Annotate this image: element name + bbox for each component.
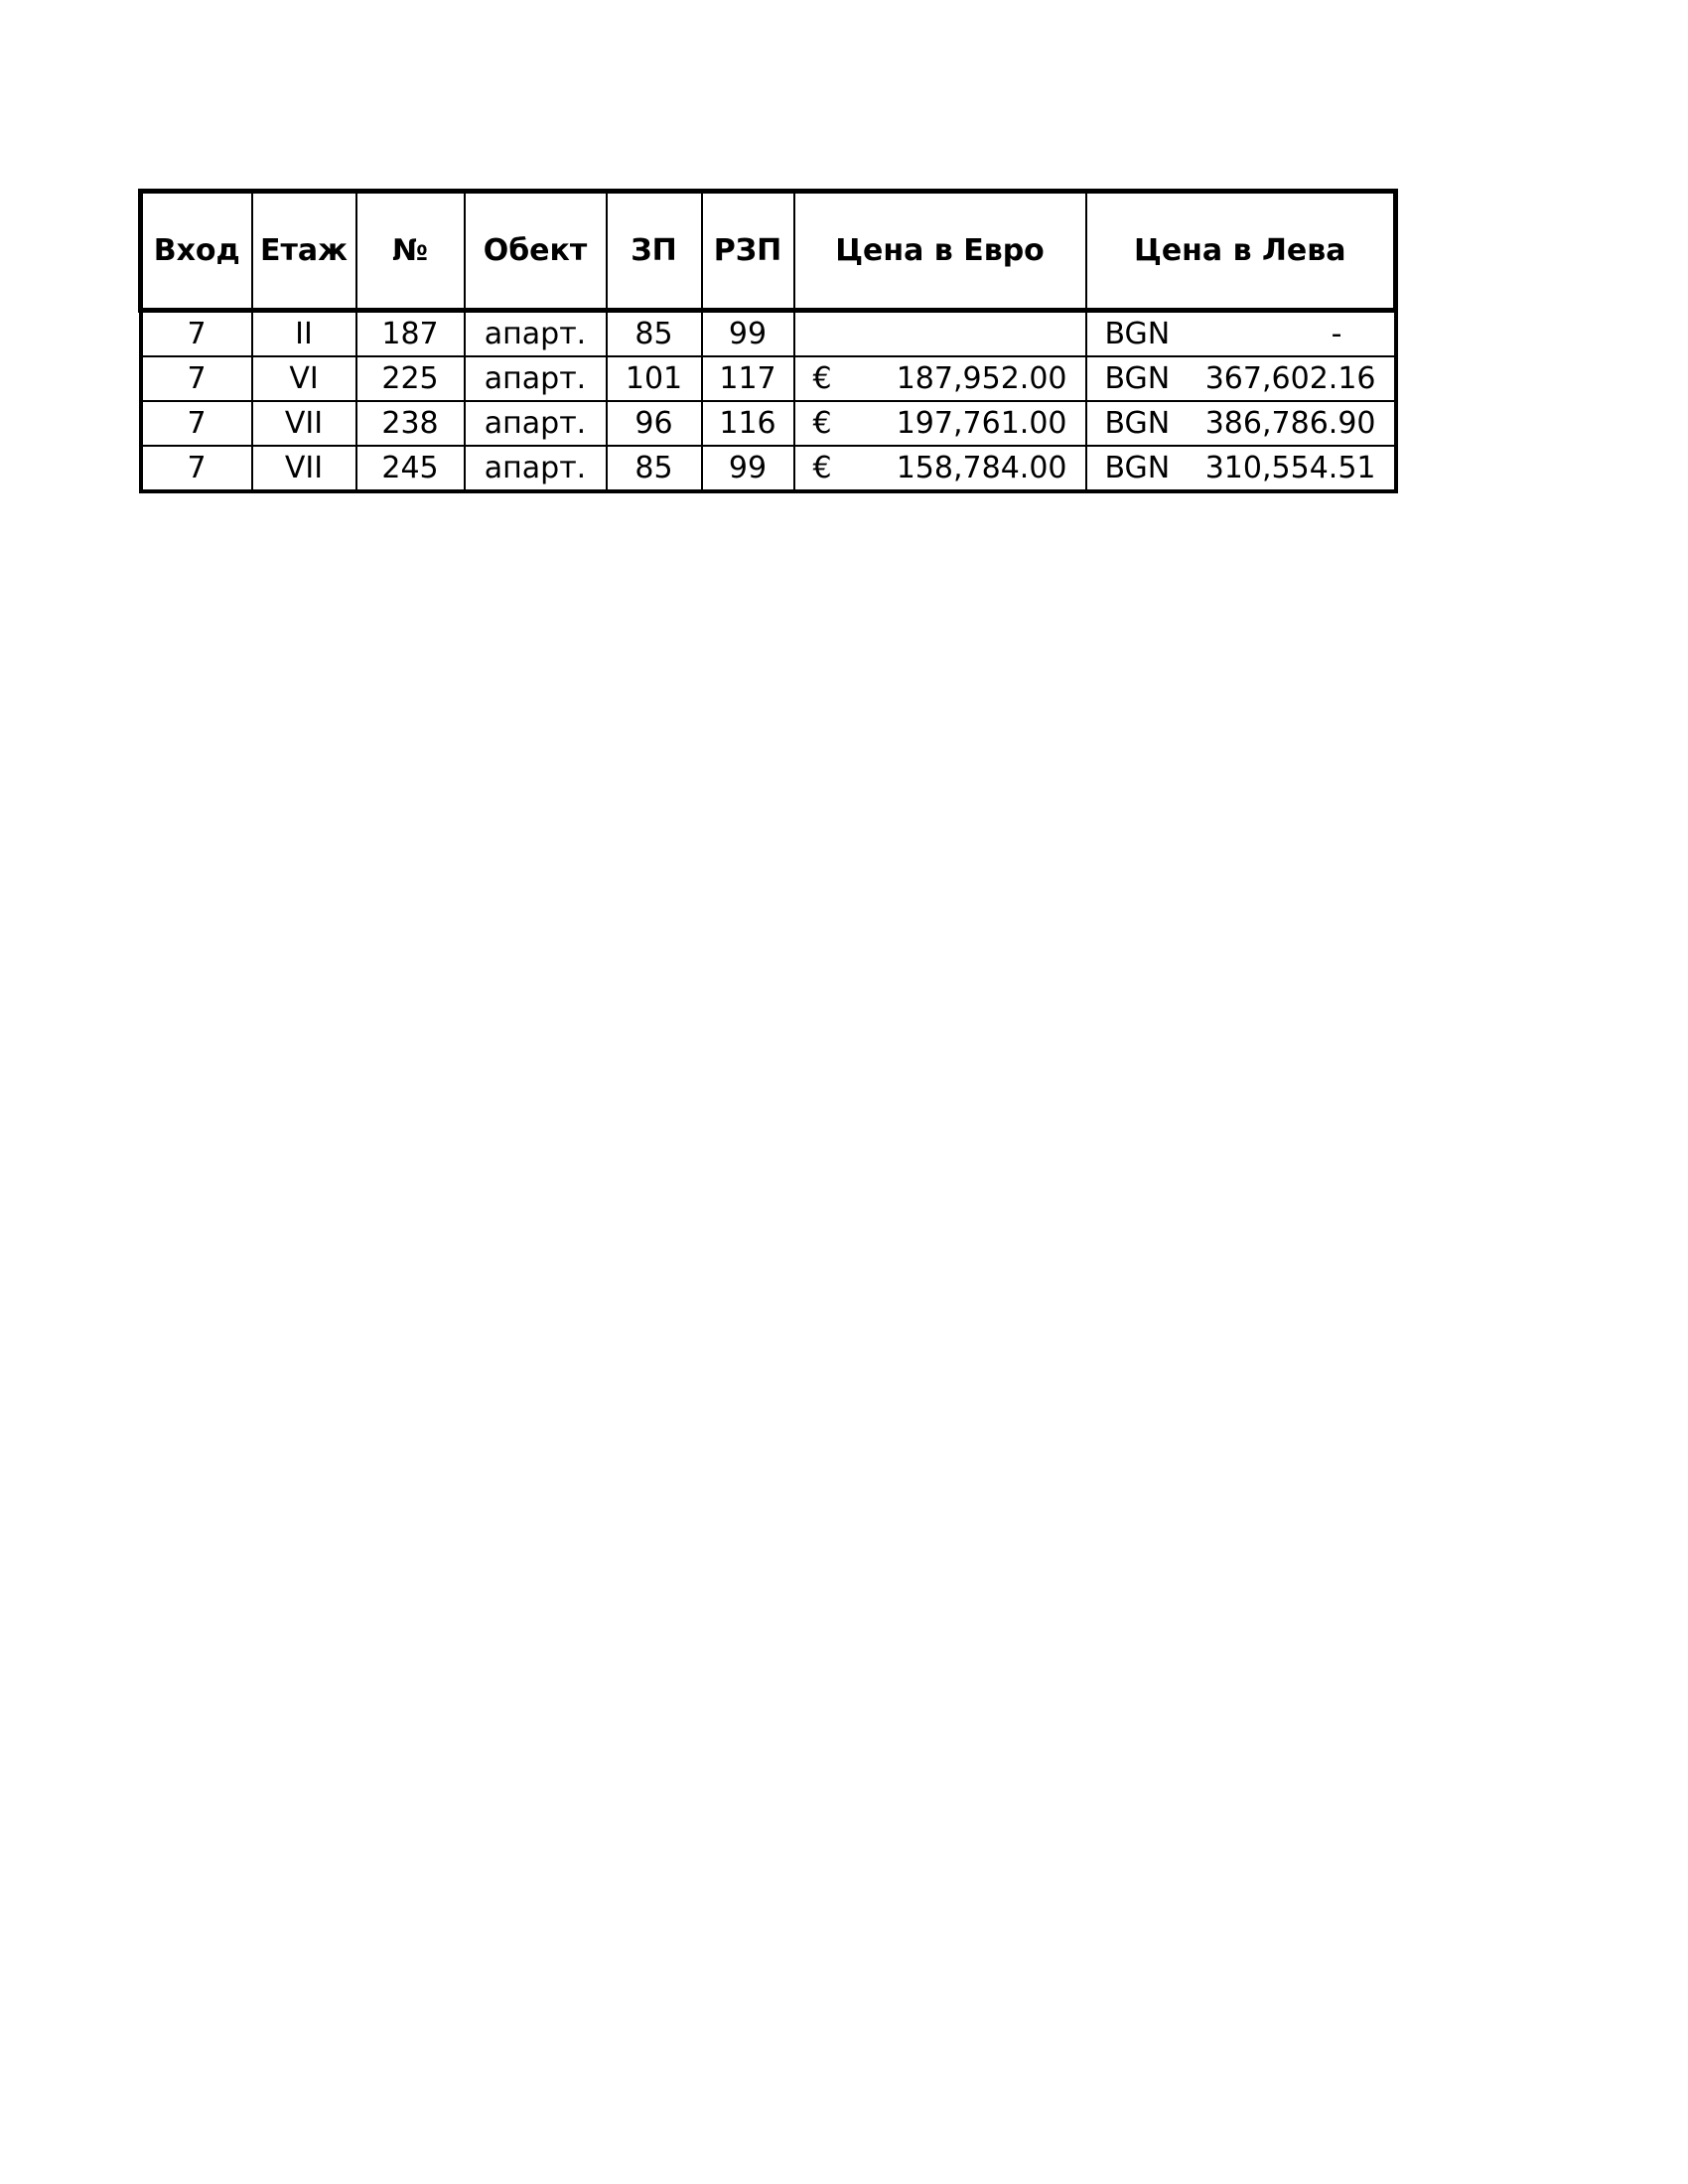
eur-symbol: €: [812, 361, 832, 396]
cell-object: апарт.: [465, 356, 607, 401]
table-row: [141, 446, 1396, 491]
header-number: №: [356, 192, 465, 311]
table-row: [141, 356, 1396, 401]
cell-price-eur: [794, 446, 1086, 491]
eur-amount: 187,952.00: [896, 361, 1067, 396]
header-price-eur: Цена в Евро: [794, 192, 1086, 311]
cell-entrance: 7: [141, 311, 252, 357]
header-price-bgn: Цена в Лева: [1086, 192, 1396, 311]
cell-floor: VII: [252, 401, 356, 446]
bgn-symbol: BGN: [1104, 451, 1171, 485]
cell-zp: 85: [607, 311, 702, 357]
bgn-symbol: BGN: [1104, 361, 1171, 396]
eur-symbol: €: [812, 451, 832, 485]
cell-entrance: 7: [141, 401, 252, 446]
cell-rzp: 99: [702, 311, 794, 357]
cell-rzp: 117: [702, 356, 794, 401]
cell-price-eur: [794, 356, 1086, 401]
bgn-symbol: BGN: [1104, 406, 1171, 441]
cell-price-eur: [794, 401, 1086, 446]
cell-object: апарт.: [465, 446, 607, 491]
price-table: [138, 189, 1398, 493]
cell-entrance: 7: [141, 356, 252, 401]
cell-number: 238: [356, 401, 465, 446]
cell-floor: VI: [252, 356, 356, 401]
bgn-amount: 310,554.51: [1204, 451, 1376, 485]
cell-number: 225: [356, 356, 465, 401]
header-rzp: РЗП: [702, 192, 794, 311]
table-row: [141, 311, 1396, 357]
eur-amount: 197,761.00: [896, 406, 1067, 441]
cell-price-bgn: [1086, 401, 1396, 446]
price-sheet: [138, 189, 1393, 493]
cell-number: 245: [356, 446, 465, 491]
cell-object: апарт.: [465, 401, 607, 446]
cell-floor: VII: [252, 446, 356, 491]
header-zp: ЗП: [607, 192, 702, 311]
cell-object: апарт.: [465, 311, 607, 357]
cell-floor: II: [252, 311, 356, 357]
cell-rzp: 99: [702, 446, 794, 491]
bgn-symbol: BGN: [1104, 317, 1171, 351]
header-row: [141, 192, 1396, 311]
table-row: [141, 401, 1396, 446]
bgn-amount: -: [1331, 317, 1342, 351]
header-object: Обект: [465, 192, 607, 311]
cell-number: 187: [356, 311, 465, 357]
cell-zp: 85: [607, 446, 702, 491]
cell-price-eur: [794, 311, 1086, 357]
bgn-amount: 367,602.16: [1204, 361, 1376, 396]
cell-price-bgn: [1086, 356, 1396, 401]
cell-price-bgn: [1086, 446, 1396, 491]
header-floor: Етаж: [252, 192, 356, 311]
eur-amount: 158,784.00: [896, 451, 1067, 485]
bgn-amount: 386,786.90: [1204, 406, 1376, 441]
cell-rzp: 116: [702, 401, 794, 446]
cell-zp: 96: [607, 401, 702, 446]
cell-zp: 101: [607, 356, 702, 401]
cell-price-bgn: [1086, 311, 1396, 357]
eur-symbol: €: [812, 406, 832, 441]
header-entrance: Вход: [141, 192, 252, 311]
cell-entrance: 7: [141, 446, 252, 491]
